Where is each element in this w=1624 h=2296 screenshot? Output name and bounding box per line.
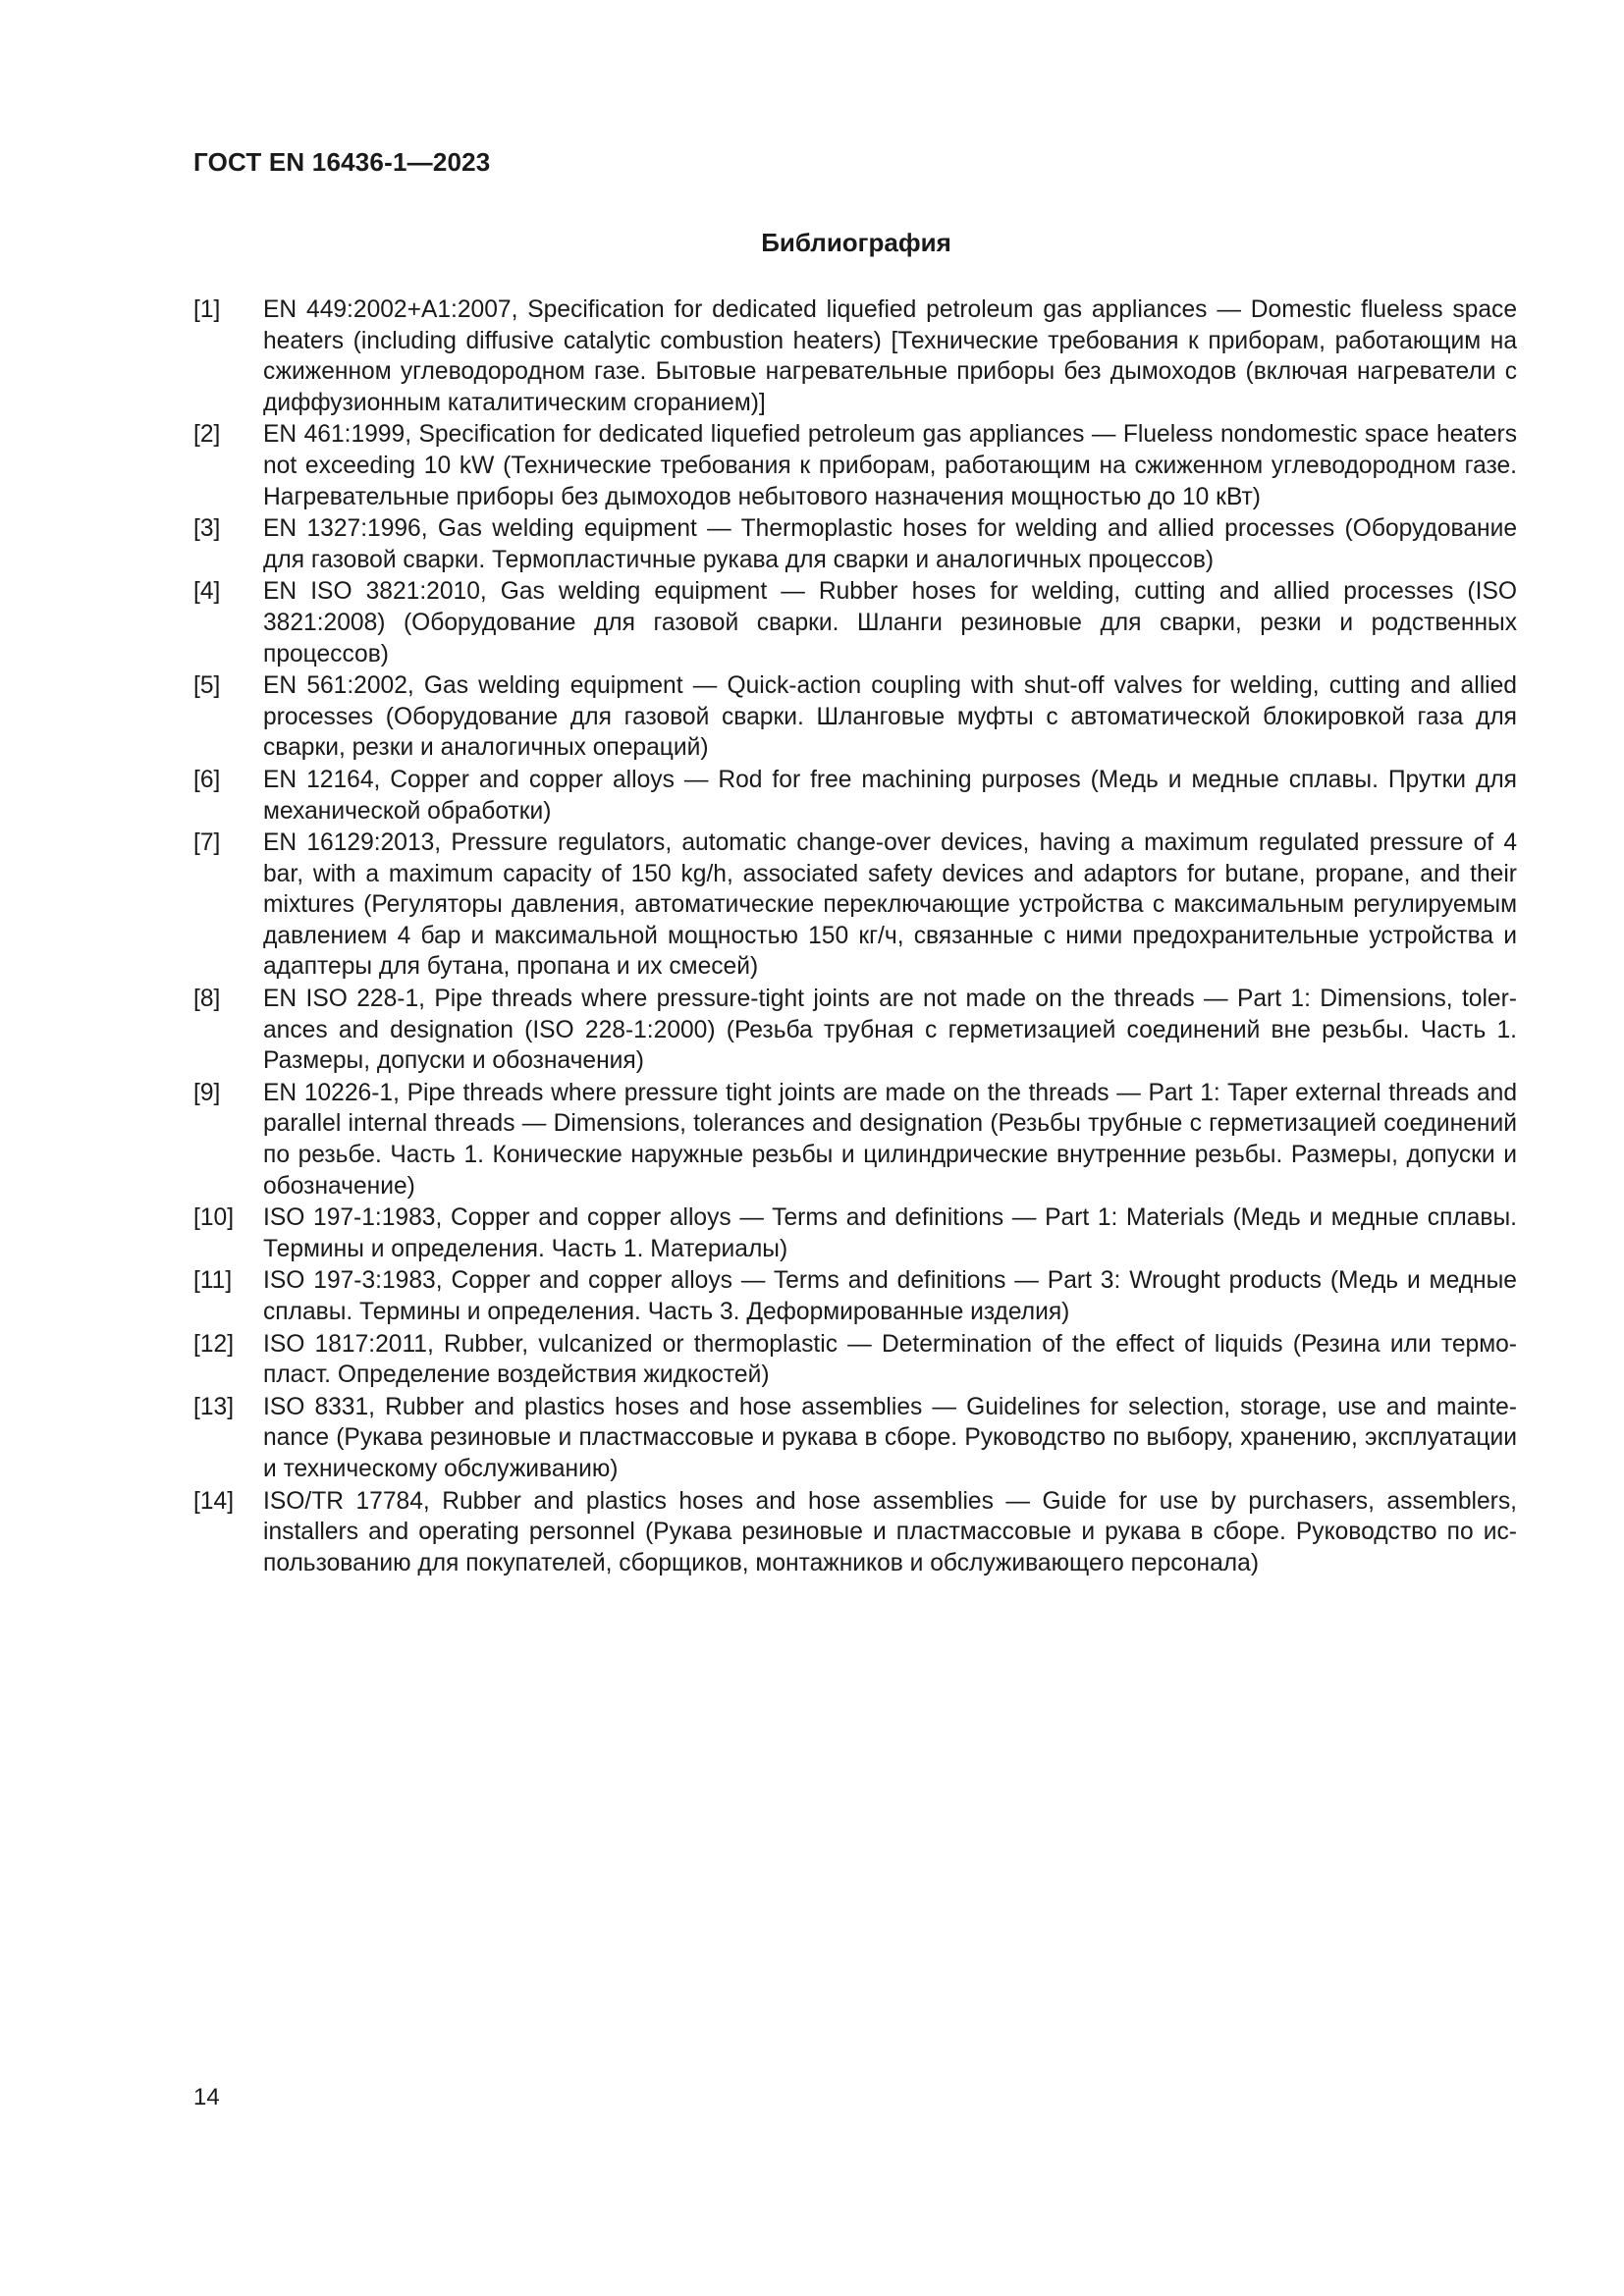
reference-number: [2] [193, 421, 221, 449]
reference-number: [5] [193, 672, 221, 700]
reference-text: EN 449:2002+A1:2007, Specification for dedicated liquefied petroleum gas appliances — Domestic flueless space heaters (including diffusive catalytic combustion heaters) [Технические требования к приборам, работающим на сжиженном углеводородном газе. Бытовые нагревательные приборы без дымоходов (включая нагреватели с диффузионным каталитическим сгоранием)] [263, 296, 1517, 416]
reference-text: ISO 197-3:1983, Copper and copper alloys — Terms and definitions — Part 3: Wrought products (Медь и медные сплавы. Термины и определения. Часть 3. Деформированные изделия) [263, 1267, 1517, 1325]
reference-number: [12] [193, 1330, 235, 1358]
reference-number: [1] [193, 296, 221, 323]
reference-text: EN 12164, Copper and copper alloys — Rod for free machining purposes (Медь и медные сплавы. Прутки для механической обработки) [263, 766, 1517, 825]
reference-item [193, 828, 1517, 983]
standard-header: ГОСТ EN 16436-1—2023 [193, 147, 491, 177]
page-number: 14 [193, 2084, 220, 2110]
reference-item [193, 984, 1517, 1077]
reference-number: [14] [193, 1487, 235, 1515]
reference-item [193, 1486, 1517, 1579]
reference-text: EN 561:2002, Gas welding equipment — Quick-action coupling with shut-off valves for welding, cutting and allied processes (Оборудование для газовой сварки. Шланговые муфты с автоматической блокировкой газа для сварки, резки и аналогичных операций) [263, 672, 1517, 762]
reference-text: ISO 1817:2011, Rubber, vulcanized or thermoplastic — Determination of the effect of liquids (Резина или термопласт. Определение воздействия жидкостей) [263, 1330, 1517, 1389]
reference-item [193, 1202, 1517, 1264]
reference-number: [8] [193, 986, 221, 1013]
reference-number: [11] [193, 1267, 233, 1295]
reference-item [193, 1265, 1517, 1327]
reference-text: EN 16129:2013, Pressure regulators, automatic change-over devices, having a maximum regulated pressure of 4 bar, with a maximum capacity of 150 kg/h, associated safety devices and adaptors for butane, propane, and their mixtures (Регуляторы давления, автоматические переключающие устройства с максимальным регулируемым давлением 4 бар и максимальной мощностью 150 кг/ч, связанные с ними предохранительные устройства и адаптеры для бутана, пропана и их смесей) [263, 829, 1517, 981]
reference-text: EN 1327:1996, Gas welding equipment — Thermoplastic hoses for welding and allied processes (Оборудование для газовой сварки. Термопластичные рукава для сварки и аналогичных процессов) [263, 515, 1517, 573]
reference-number: [4] [193, 578, 221, 606]
reference-item [193, 1078, 1517, 1201]
reference-text: ISO 8331, Rubber and plastics hoses and hose assemblies — Guidelines for selection, storage, use and maintenance (Рукава резиновые и пластмассовые и рукава в сборе. Руководство по выбору, хранению, эксплуатации и техническому обслуживанию) [263, 1393, 1517, 1482]
reference-text: ISO/TR 17784, Rubber and plastics hoses and hose assemblies — Guide for use by purchasers, assemblers, installers and operating personnel (Рукава резиновые и пластмассовые и рукава в сборе. Руководство по использованию для покупателей, сборщиков, монтажников и обслуживающего персонала) [263, 1487, 1517, 1576]
reference-item [193, 1329, 1517, 1391]
reference-item [193, 1392, 1517, 1485]
reference-number: [13] [193, 1393, 235, 1420]
reference-number: [6] [193, 766, 221, 793]
reference-number: [9] [193, 1079, 221, 1106]
reference-number: [3] [193, 515, 221, 543]
reference-text: EN 461:1999, Specification for dedicated liquefied petroleum gas appliances — Flueless nondomestic space heaters not exceeding 10 kW (Технические требования к приборам, работающим на сжиженном углеводородном газе. Нагревательные приборы без дымоходов небытового назначения мощностью до 10 кВт) [263, 421, 1517, 510]
reference-item [193, 576, 1517, 669]
reference-number: [10] [193, 1204, 235, 1232]
reference-item [193, 419, 1517, 512]
reference-text: EN 10226-1, Pipe threads where pressure tight joints are made on the threads — Part 1: Taper external threads and parallel internal threads — Dimensions, tolerances and designation (Резьбы трубные с герметизацией соединений по резьбе. Часть 1. Конические наружные резьбы и цилиндрические внутренние резьбы. Размеры, допуски и обозначение) [263, 1079, 1517, 1200]
bibliography-list [193, 294, 1517, 1579]
reference-text: EN ISO 3821:2010, Gas welding equipment — Rubber hoses for welding, cutting and allied processes (ISO 3821:2008) (Оборудование для газовой сварки. Шланги резиновые для сварки, резки и родственных процессов) [263, 578, 1517, 667]
reference-text: ISO 197-1:1983, Copper and copper alloys — Terms and definitions — Part 1: Materials (Медь и медные сплавы. Термины и определения. Часть 1. Материалы) [263, 1204, 1517, 1262]
reference-item [193, 765, 1517, 827]
reference-item [193, 670, 1517, 764]
bibliography-title: Библиография [761, 228, 951, 257]
reference-number: [7] [193, 829, 221, 857]
reference-item [193, 294, 1517, 418]
reference-item [193, 513, 1517, 575]
reference-text: EN ISO 228-1, Pipe threads where pressure-tight joints are not made on the threads — Part 1: Dimensions, tolerances and designation (ISO 228-1:2000) (Резьба трубная с герметизацией соединений вне резьбы. Часть 1. Размеры, допуски и обозначения) [263, 986, 1517, 1075]
